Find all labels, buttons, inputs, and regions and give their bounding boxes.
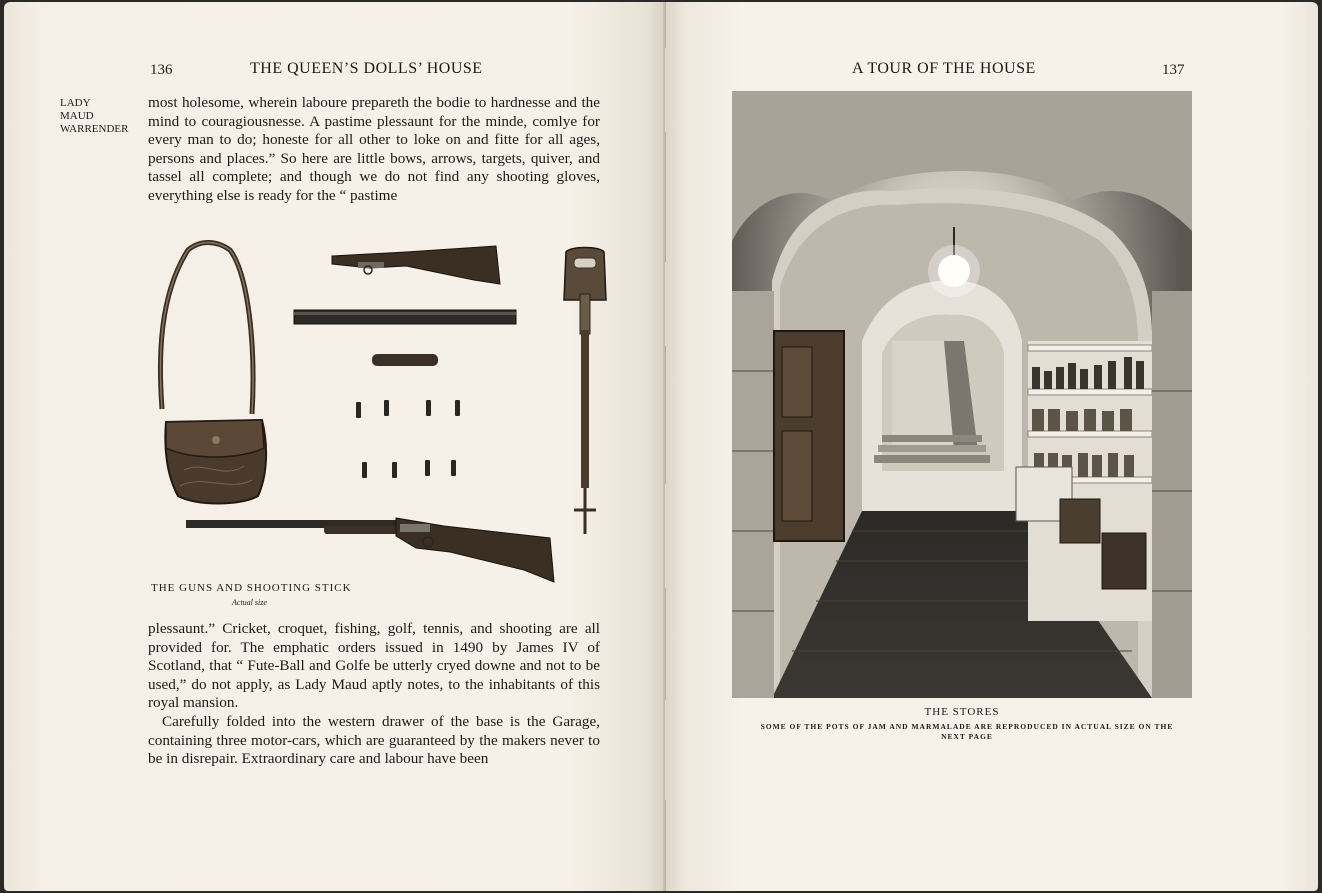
left-page-number: 136 [150,62,173,78]
gun-stock-top [332,246,500,284]
gun-full [186,518,554,582]
shooting-stick [564,248,606,535]
right-running-head: A TOUR OF THE HOUSE [852,60,1036,77]
right-page-number: 137 [1162,62,1185,78]
side-note-line: WARRENDER [60,123,129,135]
paragraph: Carefully folded into the western drawer of the base is the Garage, containing three motor-cars, which are guaranteed by the makers never to be in disrepair. Extraordinary care and labour have been [148,712,600,768]
side-note-line: MAUD [60,110,94,122]
body-text-bottom [148,620,600,769]
photo-caption: THE STORES [924,706,1000,718]
left-page [4,2,666,891]
left-running-head: THE QUEEN’S DOLLS’ HOUSE [250,60,483,77]
body-text-top [148,94,600,206]
side-note-line: LADY [60,97,91,109]
figure-caption: THE GUNS AND SHOOTING STICK [151,582,352,594]
right-page [666,2,1318,891]
stores-photograph [732,91,1192,698]
photo-caption-sub: SOME OF THE POTS OF JAM AND MARMALADE ARE REPRODUCED IN ACTUAL SIZE ON THE NEXT PAGE [760,722,1174,741]
paragraph: most holesome, wherein laboure prepareth the bodie to hardnesse and the mind to couragiousnesse. A pastime plessaunt for the minde, comlye for every man to do; honeste for all other to loke on and fitte for all ages, persons and places.” So here are little bows, arrows, targets, quiver, and tassel all complete; and though we do not find any shooting gloves, everything else is ready for the “ pastime [148,94,600,204]
game-bag [160,243,266,504]
gun-fore-end [372,354,438,366]
paragraph: plessaunt.” Cricket, croquet, fishing, golf, tennis, and shooting are all provided for. The emphatic orders issued in 1490 by James IV of Scotland, that “ Fute-Ball and Golfe be utterly cryed downe and not to be used,” do not apply, as Lady Maud aptly notes, to the inhabitants of this royal mansion. [148,620,600,712]
cartridges [356,400,460,478]
side-note [60,97,128,136]
gun-barrels [294,310,516,324]
figure-caption-sub: Actual size [232,598,267,607]
guns-illustration [144,234,614,584]
